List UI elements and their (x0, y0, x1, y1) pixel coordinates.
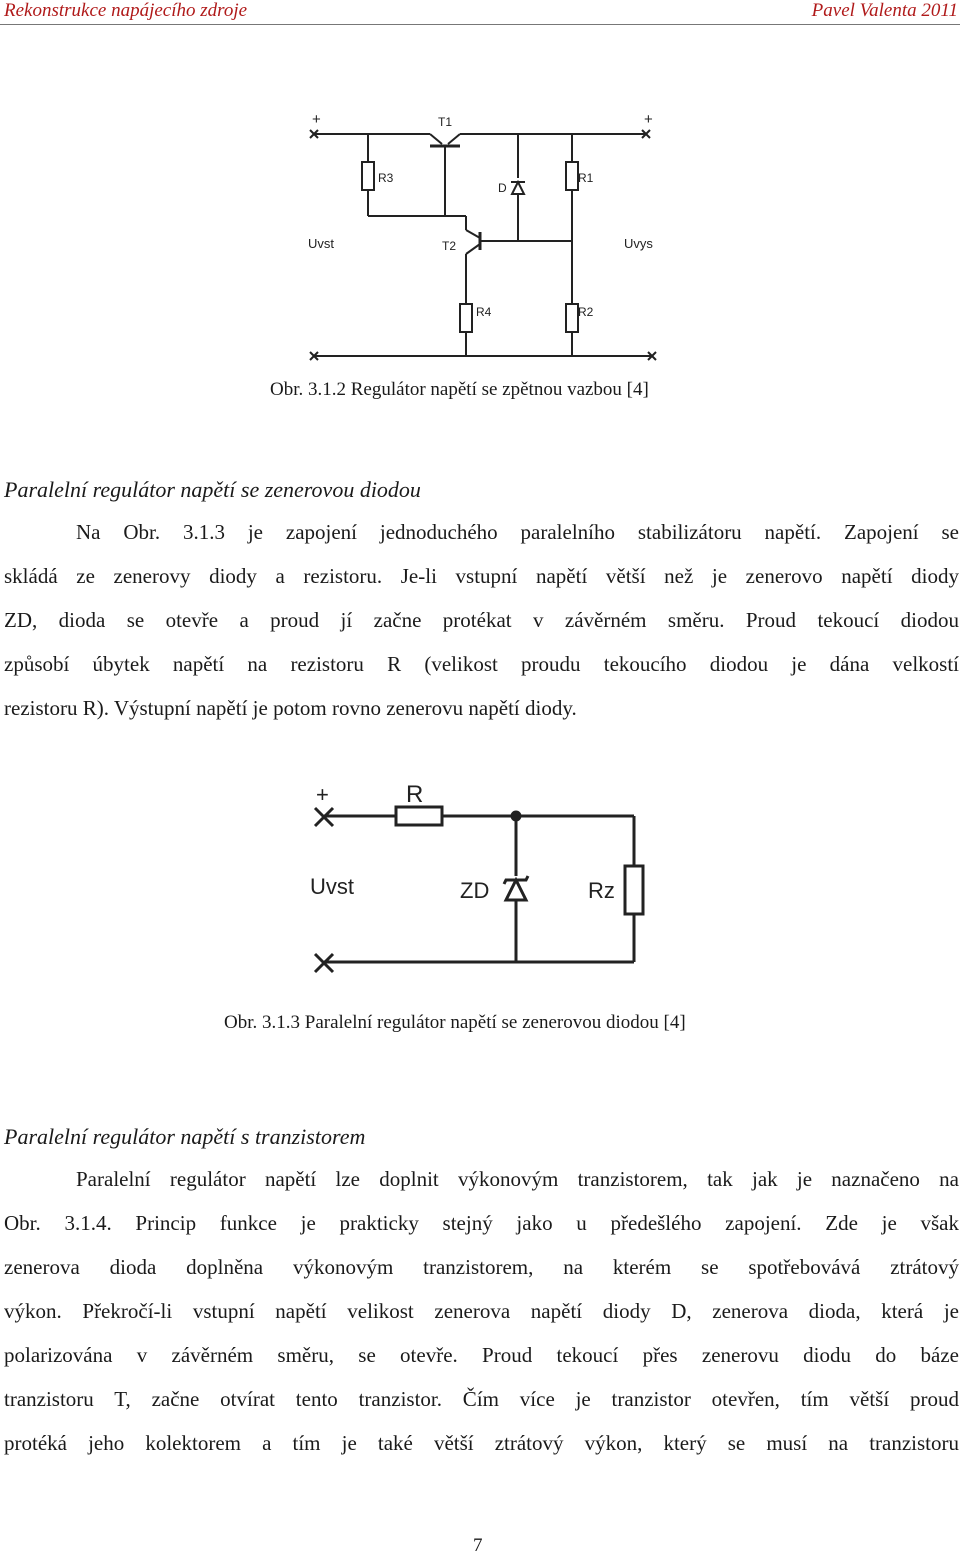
transistor-T1 (430, 134, 460, 156)
figure-zener-shunt-regulator (300, 780, 670, 990)
T2-label: T2 (442, 239, 457, 253)
Uvst-label: Uvst (310, 874, 354, 899)
paragraph-line: ZD, dioda se otevře a proud jí začne protékat v závěrném směru. Proud tekoucí diodou (4, 608, 959, 632)
paragraph-line: tranzistoru T, začne otvírat tento tranzistor. Čím více je tranzistor otevřen, tím větší proud (4, 1387, 959, 1411)
paragraph-line: Na Obr. 3.1.3 je zapojení jednoduchého paralelního stabilizátoru napětí. Zapojení se (76, 520, 959, 544)
paragraph-line: polarizována v závěrném směru, se otevře. Proud tekoucí přes zenerovu diodu do báze (4, 1343, 959, 1367)
Uvst-label: Uvst (308, 236, 334, 251)
R-label: R (406, 781, 424, 808)
paragraph-line: rezistoru R). Výstupní napětí je potom rovno zenerovu napětí diody. (4, 696, 577, 720)
R1-label: R1 (578, 171, 594, 185)
paragraph-line: způsobí úbytek napětí na rezistoru R (velikost proudu tekoucího diodou je dána velkostí (4, 652, 959, 676)
zener-diode-ZD (504, 876, 528, 900)
ZD-label: ZD (460, 878, 490, 903)
paragraph-line: Paralelní regulátor napětí lze doplnit výkonovým tranzistorem, tak jak je naznačeno na (76, 1167, 959, 1191)
section2-heading: Paralelní regulátor napětí s tranzistorem (4, 1124, 366, 1149)
resistor-R (396, 807, 442, 825)
figure2-caption: Obr. 3.1.3 Paralelní regulátor napětí se zenerovou diodou [4] (224, 1012, 686, 1033)
plus-right-label: + (644, 111, 653, 128)
Uvys-label: Uvys (624, 236, 653, 251)
resistor-R4 (460, 304, 472, 332)
resistor-R2 (566, 304, 578, 332)
resistor-R3 (362, 162, 374, 190)
section1-heading: Paralelní regulátor napětí se zenerovou diodou (4, 477, 421, 502)
header-author: Pavel Valenta 2011 (811, 0, 958, 21)
resistor-Rz (625, 866, 643, 914)
zener-diode-D (511, 182, 525, 194)
T1-label: T1 (438, 115, 453, 129)
header-title: Rekonstrukce napájecího zdroje (4, 0, 248, 21)
transistor-T2 (466, 230, 518, 254)
paragraph-line: protéká jeho kolektorem a tím je také větší ztrátový výkon, který se musí na tranzistoru (4, 1431, 959, 1455)
paragraph-line: výkon. Překročí-li vstupní napětí velikost zenerova napětí diody D, zenerova dioda, která je (4, 1299, 959, 1323)
section2-paragraph (4, 1157, 959, 1465)
page-header (0, 0, 960, 24)
R3-label: R3 (378, 171, 394, 185)
paragraph-line: zenerova dioda doplněna výkonovým tranzistorem, na kterém se spotřebovává ztrátový (4, 1255, 959, 1279)
resistor-R1 (566, 162, 578, 190)
plus-label: + (316, 782, 329, 807)
plus-left-label: + (312, 111, 321, 128)
figure1-caption: Obr. 3.1.2 Regulátor napětí se zpětnou vazbou [4] (270, 379, 649, 400)
R2-label: R2 (578, 305, 594, 319)
R4-label: R4 (476, 305, 492, 319)
paragraph-line: Obr. 3.1.4. Princip funkce je prakticky stejný jako u předešlého zapojení. Zde je však (4, 1211, 959, 1235)
paragraph-line: skládá ze zenerovy diody a rezistoru. Je-li vstupní napětí větší než je zenerovo napětí diody (4, 564, 959, 588)
section1-paragraph (4, 510, 959, 730)
figure-feedback-regulator (300, 110, 670, 370)
D-label: D (498, 181, 507, 195)
page-number: 7 (473, 1535, 483, 1556)
Rz-label: Rz (588, 878, 615, 903)
header-rule (0, 24, 960, 25)
